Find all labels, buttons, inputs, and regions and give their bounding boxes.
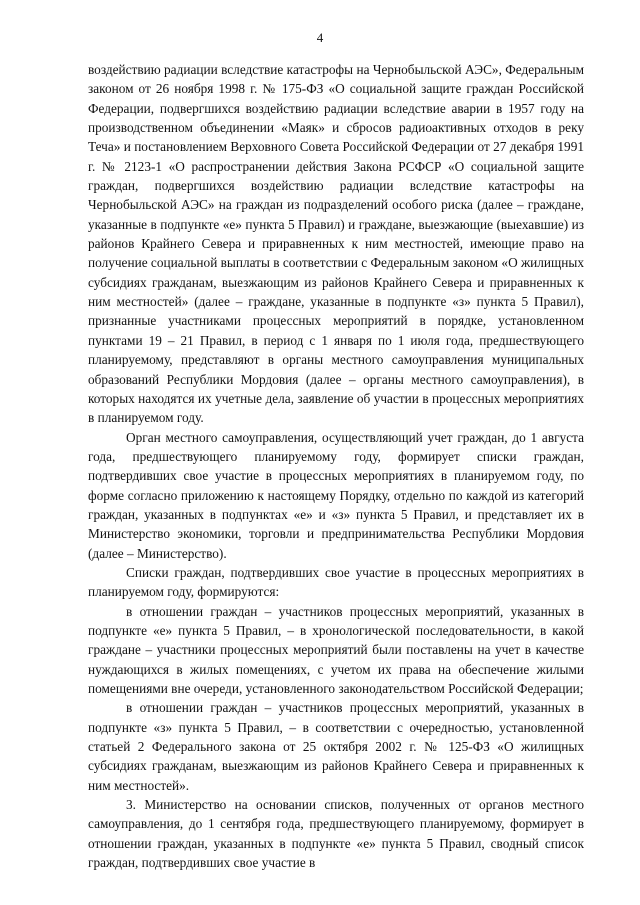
paragraph-lists-formed: Списки граждан, подтвердивших свое участие в процессных мероприятиях в планируемом году, формируются: [88,564,584,600]
paragraph-local-authority: Орган местного самоуправления, осуществляющий учет граждан, до 1 августа года, предшествующего планируемому году, формирует списки граждан, подтвердивших свое участие в процессных мероприятиях в планируемом году, по форме согласно приложению к настоящему Порядку, отдельно по каждой из категорий граждан, указанных в подпунктах «е» и «з» пункта 5 Правил, и представляет их в Министерство экономики, торговли и предпринимательства Республики Мордовия (далее – Министерство). [88,429,584,561]
paragraph-continuation: воздействию радиации вследствие катастрофы на Чернобыльской АЭС», Федеральным законом от 26 ноября 1998 г. № 175-ФЗ «О социальной защите граждан Российской Федерации, подвергшихся воздействию радиации вследствие аварии в 1957 году на производственном объединении «Маяк» и сбросов радиоактивных отходов в реку Теча» и постановлением Верховного Совета Российской Федерации от 27 декабря 1991 г. № 2123-1 «О распространении действия Закона РСФСР «О социальной защите граждан, подвергшихся воздействию радиации вследствие катастрофы на Чернобыльской АЭС» на граждан из подразделений особого риска (далее – граждане, указанные в подпункте «е» пункта 5 Правил) и граждане, выезжающие (выехавшие) из районов Крайнего Севера и приравненных к ним местностей, имеющие право на получение социальной выплаты в соответствии с Федеральным законом «О жилищных субсидиях гражданам, выезжающим из районов Крайнего Севера и приравненных к ним местностей» (далее – граждане, указанные в подпункте «з» пункта 5 Правил), признанные участниками процессных мероприятий в порядке, установленном пунктами 19 – 21 Правил, в период с 1 января по 1 июля года, предшествующего планируемому, представляют в органы местного самоуправления муниципальных образований Республики Мордовия (далее – органы местного самоуправления), в которых находятся их учетные дела, заявление об участии в процессных мероприятиях в планируемом году. [88,62,584,426]
page-number: 4 [316,30,324,45]
paragraph-subitem-e: в отношении граждан – участников процессных мероприятий, указанных в подпункте «е» пункта 5 Правил, – в хронологической последовательности, в какой граждане – участники процессных мероприятий были поставлены на учет в качестве нуждающихся в жилых помещениях, с учетом их права на обеспечение жилыми помещениями вне очереди, установленного законодательством Российской Федерации; [88,603,584,696]
paragraph-item-3: 3. Министерство на основании списков, полученных от органов местного самоуправления, до 1 сентября года, предшествующего планируемому, формирует в отношении граждан, указанных в подпункте «е» пункта 5 Правил, сводный список граждан, подтвердивших свое участие в [88,797,584,871]
paragraph-subitem-z: в отношении граждан – участников процессных мероприятий, указанных в подпункте «з» пункта 5 Правил, – в соответствии с очередностью, установленной статьей 2 Федерального закона от 25 октября 2002 г. № 125-ФЗ «О жилищных субсидиях гражданам, выезжающим из районов Крайнего Севера и приравненных к ним местностей». [88,700,584,793]
document-body [88,60,584,872]
